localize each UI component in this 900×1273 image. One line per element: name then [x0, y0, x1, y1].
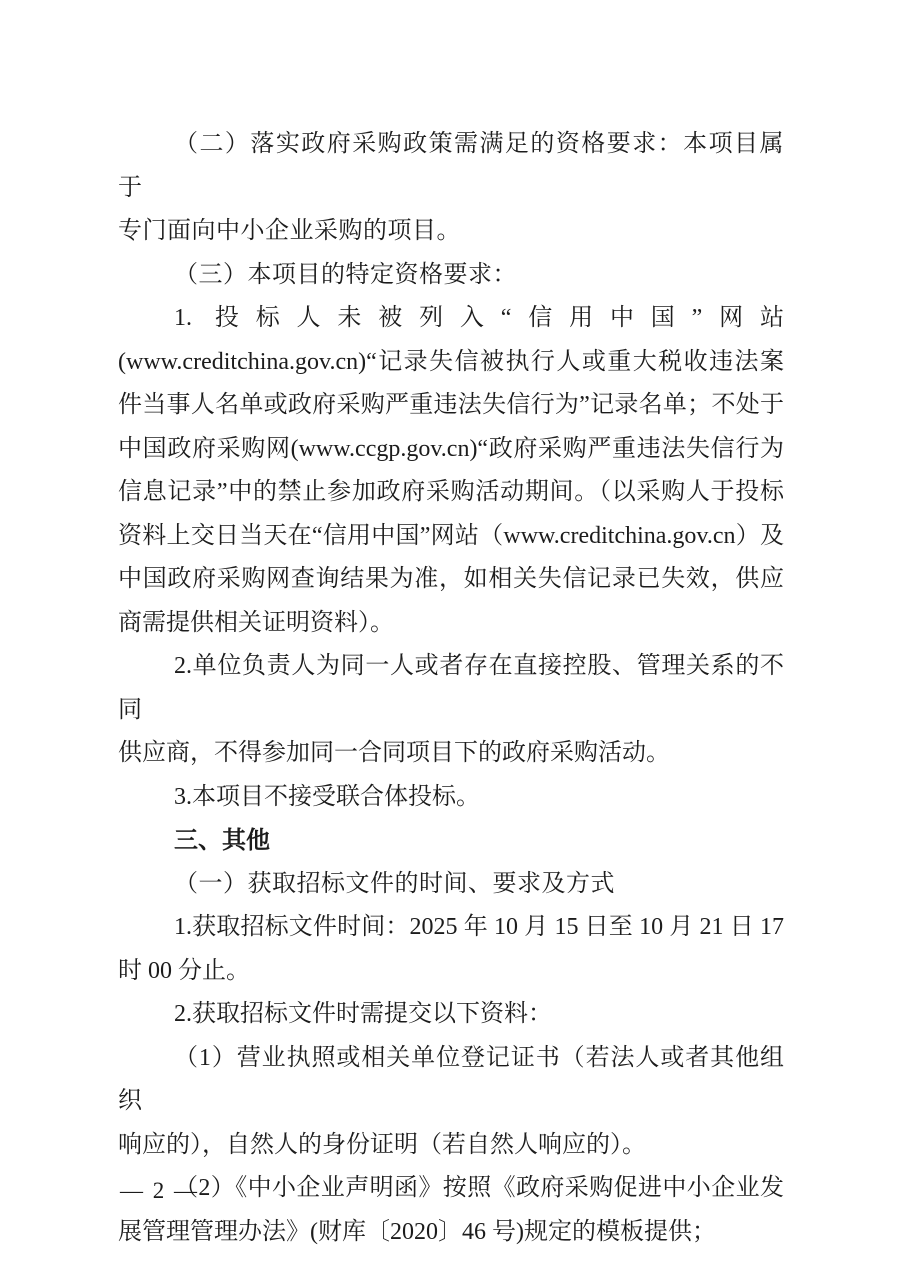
text-line: （三）本项目的特定资格要求： — [174, 261, 517, 288]
text-line: 三、其他 — [174, 827, 270, 854]
page-footer — [120, 1176, 199, 1206]
text-line: 1. 投标人未被列入“信用中国”网站 — [174, 305, 784, 331]
text-line: 2.获取招标文件时需提交以下资料： — [174, 1001, 552, 1027]
text-line: 件当事人名单或政府采购严重违法失信行为”记录名单；不处于 — [118, 392, 784, 418]
text-line: 1.获取招标文件时间：2025 年 10 月 15 日至 10 月 21 日 17 — [174, 914, 784, 940]
text-line: 中国政府采购网查询结果为准，如相关失信记录已失效，供应 — [118, 566, 784, 592]
text-line: （2）《中小企业声明函》按照《政府采购促进中小企业发 — [174, 1175, 784, 1201]
text-line: 供应商，不得参加同一合同项目下的政府采购活动。 — [118, 740, 670, 766]
text-line: 响应的），自然人的身份证明（若自然人响应的）。 — [118, 1131, 646, 1158]
text-line: 资料上交日当天在“信用中国”网站（www.creditchina.gov.cn）及 — [118, 522, 784, 549]
text-line: (www.creditchina.gov.cn)“记录失信被执行人或重大税收违法案 — [118, 348, 784, 375]
text-line: 专门面向中小企业采购的项目。 — [118, 218, 461, 244]
document-body — [118, 123, 784, 1254]
text-line: 时 00 分止。 — [118, 957, 250, 984]
text-line: （二）落实政府采购政策需满足的资格要求：本项目属于 — [118, 131, 784, 201]
text-line: （一）获取招标文件的时间、要求及方式 — [174, 870, 615, 897]
text-line: 3.本项目不接受联合体投标。 — [174, 783, 480, 810]
text-line: （1）营业执照或相关单位登记证书（若法人或者其他组织 — [118, 1044, 784, 1114]
text-line: 2.单位负责人为同一人或者存在直接控股、管理关系的不同 — [118, 653, 784, 723]
text-line: 展管理管理办法》(财库〔2020〕46 号)规定的模板提供； — [118, 1218, 716, 1245]
text-line: 信息记录”中的禁止参加政府采购活动期间。（以采购人于投标 — [118, 479, 784, 505]
page-number: — 2 — — [120, 1178, 199, 1203]
text-line: 中国政府采购网(www.ccgp.gov.cn)“政府采购严重违法失信行为 — [118, 435, 784, 462]
text-line: 商需提供相关证明资料）。 — [118, 609, 394, 636]
